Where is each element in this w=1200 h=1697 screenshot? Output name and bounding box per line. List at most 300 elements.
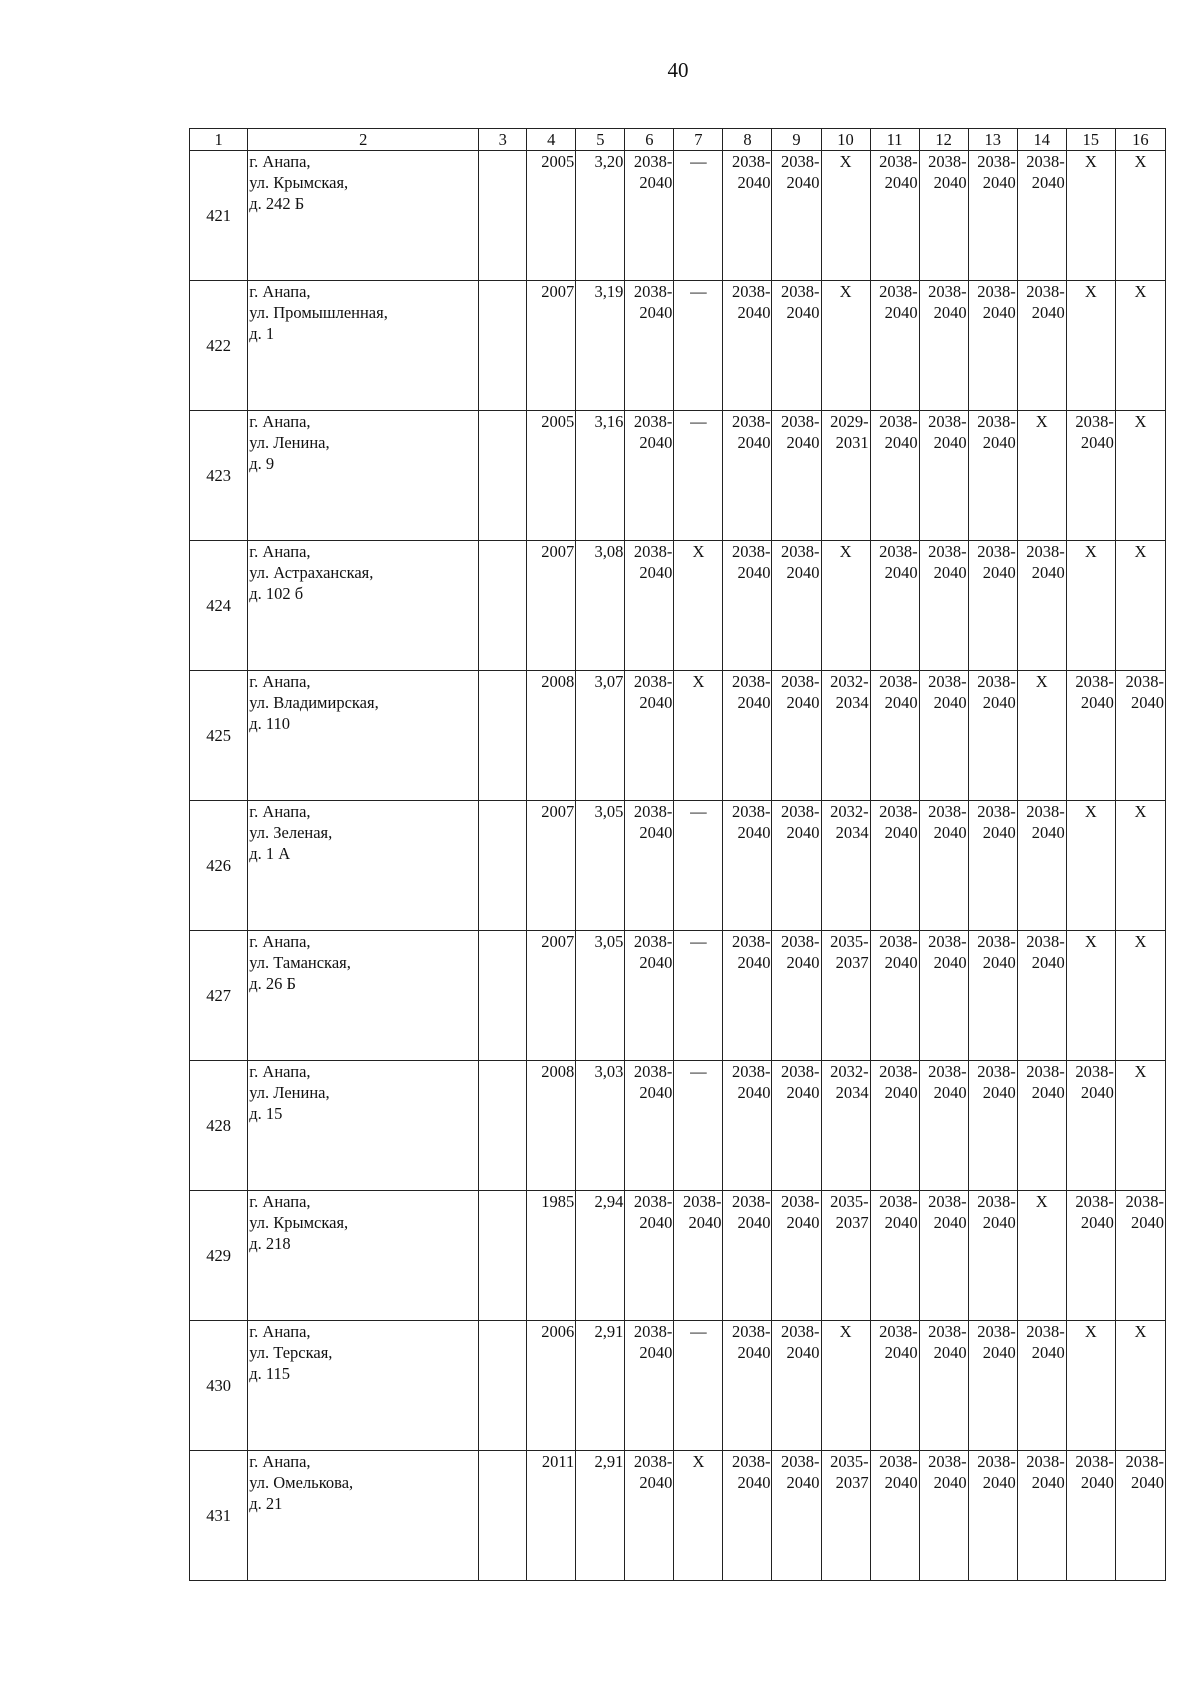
mark: —	[690, 282, 707, 301]
period-cell	[821, 411, 870, 541]
value-cell: 3,19	[576, 281, 625, 411]
period-part: 2040	[933, 1213, 967, 1232]
period-cell	[772, 1061, 821, 1191]
period-cell	[1115, 1061, 1165, 1191]
address-line: г. Анапа,	[249, 282, 311, 301]
mark: Х	[692, 1452, 705, 1471]
period-part: 2040	[884, 1343, 918, 1362]
value-cell: 3,16	[576, 411, 625, 541]
period-cell	[674, 1321, 723, 1451]
address-line: г. Анапа,	[249, 672, 311, 691]
empty-cell	[479, 801, 527, 931]
period-cell	[723, 281, 772, 411]
address-cell	[248, 1191, 479, 1321]
period-part: 2038-	[977, 1062, 1016, 1081]
period-cell	[1017, 1191, 1066, 1321]
empty-cell	[479, 1321, 527, 1451]
row-number: 430	[190, 1321, 248, 1451]
period-part: 2040	[1080, 693, 1114, 712]
mark: Х	[839, 1322, 852, 1341]
period-part: 2038-	[781, 1452, 820, 1471]
period-cell	[625, 411, 674, 541]
period-part: 2040	[884, 953, 918, 972]
period-cell	[870, 1451, 919, 1581]
address-cell	[248, 411, 479, 541]
period-part: 2038-	[633, 1062, 673, 1081]
period-cell	[674, 151, 723, 281]
column-header: 11	[870, 129, 919, 151]
period-cell	[625, 1191, 674, 1321]
period-part: 2040	[982, 693, 1016, 712]
address-cell	[248, 671, 479, 801]
value-cell: 3,20	[576, 151, 625, 281]
period-part: 2040	[1080, 1213, 1114, 1232]
period-cell	[1115, 801, 1165, 931]
year-cell: 2008	[527, 1061, 576, 1191]
period-part: 2038-	[1026, 1322, 1065, 1341]
period-part: 2038-	[879, 1452, 918, 1471]
period-part: 2040	[1031, 173, 1065, 192]
period-part: 2040	[982, 433, 1016, 452]
address-line: ул. Владимирская,	[249, 693, 379, 712]
row-number: 427	[190, 931, 248, 1061]
period-part: 2038-	[977, 282, 1016, 301]
period-cell	[1017, 411, 1066, 541]
period-part: 2038-	[879, 152, 918, 171]
period-cell	[870, 411, 919, 541]
address-line: г. Анапа,	[249, 1452, 311, 1471]
period-cell	[1017, 1321, 1066, 1451]
period-part: 2038-	[633, 412, 673, 431]
address-cell	[248, 1451, 479, 1581]
address-line: ул. Ленина,	[249, 433, 330, 452]
period-part: 2038-	[781, 802, 820, 821]
mark: Х	[692, 542, 705, 561]
period-part: 2038-	[633, 1192, 673, 1211]
period-part: 2040	[933, 953, 967, 972]
period-part: 2038-	[633, 542, 673, 561]
address-line: д. 26 Б	[249, 974, 296, 993]
period-cell	[968, 1321, 1017, 1451]
period-cell	[772, 801, 821, 931]
period-part: 2038-	[879, 542, 918, 561]
period-part: 2040	[639, 433, 673, 452]
period-part: 2040	[737, 173, 771, 192]
address-line: г. Анапа,	[249, 802, 311, 821]
period-part: 2038-	[633, 932, 673, 951]
period-part: 2040	[639, 1473, 673, 1492]
period-cell	[968, 1191, 1017, 1321]
period-part: 2038-	[1075, 672, 1114, 691]
period-part: 2038-	[977, 672, 1016, 691]
period-part: 2040	[982, 1213, 1016, 1232]
period-part: 2038-	[977, 1192, 1016, 1211]
page-number: 40	[667, 58, 689, 82]
period-part: 2038-	[1075, 1452, 1114, 1471]
period-part: 2040	[786, 953, 820, 972]
period-cell	[674, 931, 723, 1061]
table-row	[190, 151, 1166, 281]
period-cell	[870, 1191, 919, 1321]
period-part: 2038-	[781, 1192, 820, 1211]
address-line: д. 15	[249, 1104, 283, 1123]
mark: —	[690, 932, 707, 951]
period-part: 2038-	[928, 152, 967, 171]
column-header: 9	[772, 129, 821, 151]
column-header: 3	[479, 129, 527, 151]
period-cell	[723, 541, 772, 671]
period-cell	[772, 1321, 821, 1451]
empty-cell	[479, 931, 527, 1061]
period-cell	[723, 411, 772, 541]
period-cell	[821, 1451, 870, 1581]
period-part: 2038-	[928, 1452, 967, 1471]
period-part: 2040	[1031, 563, 1065, 582]
period-cell	[625, 1061, 674, 1191]
year-cell: 2008	[527, 671, 576, 801]
row-number: 425	[190, 671, 248, 801]
period-part: 2040	[1031, 1083, 1065, 1102]
period-part: 2038-	[781, 1322, 820, 1341]
period-cell	[1066, 801, 1115, 931]
address-line: г. Анапа,	[249, 152, 311, 171]
period-cell	[625, 671, 674, 801]
period-cell	[968, 931, 1017, 1061]
period-cell	[674, 801, 723, 931]
period-part: 2038-	[879, 1322, 918, 1341]
address-cell	[248, 801, 479, 931]
period-cell	[772, 1451, 821, 1581]
period-cell	[625, 151, 674, 281]
period-part: 2038-	[682, 1192, 722, 1211]
year-cell: 2007	[527, 801, 576, 931]
period-cell	[772, 931, 821, 1061]
period-cell	[1115, 671, 1165, 801]
address-line: ул. Крымская,	[249, 173, 349, 192]
year-cell: 2005	[527, 411, 576, 541]
period-part: 2040	[982, 303, 1016, 322]
table-row	[190, 281, 1166, 411]
period-cell	[968, 1451, 1017, 1581]
period-cell	[1017, 1061, 1066, 1191]
period-cell	[674, 541, 723, 671]
period-part: 2038-	[928, 802, 967, 821]
period-cell	[625, 1451, 674, 1581]
period-part: 2038-	[977, 1452, 1016, 1471]
address-line: ул. Промышленная,	[249, 303, 388, 322]
table-row	[190, 1191, 1166, 1321]
period-part: 2038-	[1026, 542, 1065, 561]
period-part: 2040	[982, 173, 1016, 192]
column-header: 13	[968, 129, 1017, 151]
value-cell: 2,91	[576, 1321, 625, 1451]
period-cell	[968, 281, 1017, 411]
period-cell	[1115, 1321, 1165, 1451]
period-cell	[968, 151, 1017, 281]
empty-cell	[479, 671, 527, 801]
period-cell	[1115, 1191, 1165, 1321]
period-cell	[674, 411, 723, 541]
period-cell	[821, 541, 870, 671]
period-cell	[723, 1451, 772, 1581]
period-cell	[625, 541, 674, 671]
period-part: 2035-	[830, 1452, 869, 1471]
period-part: 2040	[786, 1473, 820, 1492]
period-part: 2040	[737, 823, 771, 842]
column-header: 12	[919, 129, 968, 151]
row-number: 423	[190, 411, 248, 541]
address-cell	[248, 151, 479, 281]
period-part: 2040	[1080, 1083, 1114, 1102]
period-part: 2040	[786, 563, 820, 582]
period-part: 2034	[835, 1083, 869, 1102]
period-part: 2038-	[977, 412, 1016, 431]
column-header: 2	[248, 129, 479, 151]
period-cell	[821, 1321, 870, 1451]
period-cell	[870, 1061, 919, 1191]
period-part: 2038-	[928, 412, 967, 431]
address-line: д. 1 А	[249, 844, 291, 863]
period-cell	[723, 671, 772, 801]
address-line: ул. Омелькова,	[249, 1473, 354, 1492]
period-part: 2035-	[830, 932, 869, 951]
period-part: 2038-	[633, 1452, 673, 1471]
row-number: 421	[190, 151, 248, 281]
period-cell	[968, 801, 1017, 931]
period-part: 2040	[737, 693, 771, 712]
period-cell	[870, 1321, 919, 1451]
value-cell: 3,05	[576, 931, 625, 1061]
period-part: 2040	[884, 1473, 918, 1492]
period-cell	[625, 1321, 674, 1451]
period-part: 2040	[1031, 953, 1065, 972]
period-part: 2038-	[781, 932, 820, 951]
period-cell	[1066, 1321, 1115, 1451]
period-cell	[919, 281, 968, 411]
period-part: 2040	[639, 303, 673, 322]
mark: Х	[1084, 282, 1097, 301]
row-number: 424	[190, 541, 248, 671]
period-part: 2040	[786, 1083, 820, 1102]
period-part: 2038-	[1026, 152, 1065, 171]
period-part: 2040	[884, 433, 918, 452]
period-cell	[870, 801, 919, 931]
period-part: 2040	[933, 173, 967, 192]
period-part: 2032-	[830, 802, 869, 821]
period-part: 2038-	[879, 932, 918, 951]
period-cell	[1066, 281, 1115, 411]
address-line: ул. Терская,	[249, 1343, 333, 1362]
address-line: ул. Крымская,	[249, 1213, 349, 1232]
period-cell	[1066, 1191, 1115, 1321]
period-part: 2040	[933, 1083, 967, 1102]
period-cell	[1066, 1061, 1115, 1191]
address-line: г. Анапа,	[249, 1192, 311, 1211]
period-part: 2040	[933, 563, 967, 582]
address-line: д. 1	[249, 324, 275, 343]
year-cell: 2011	[527, 1451, 576, 1581]
period-part: 2040	[786, 173, 820, 192]
address-cell	[248, 1321, 479, 1451]
period-part: 2040	[737, 953, 771, 972]
mark: Х	[1134, 802, 1147, 821]
empty-cell	[479, 541, 527, 671]
period-part: 2040	[737, 1473, 771, 1492]
table-row	[190, 801, 1166, 931]
column-header: 5	[576, 129, 625, 151]
column-header: 4	[527, 129, 576, 151]
period-cell	[919, 1061, 968, 1191]
year-cell: 2005	[527, 151, 576, 281]
mark: Х	[1084, 932, 1097, 951]
period-cell	[1017, 931, 1066, 1061]
period-part: 2038-	[1075, 412, 1114, 431]
period-part: 2038-	[731, 1192, 771, 1211]
period-cell	[1115, 541, 1165, 671]
row-number: 426	[190, 801, 248, 931]
period-part: 2038-	[781, 1062, 820, 1081]
address-cell	[248, 281, 479, 411]
period-part: 2038-	[781, 152, 820, 171]
period-part: 2038-	[731, 282, 771, 301]
period-part: 2040	[639, 693, 673, 712]
mark: Х	[1035, 1192, 1048, 1211]
period-cell	[919, 411, 968, 541]
row-number: 429	[190, 1191, 248, 1321]
period-part: 2038-	[633, 282, 673, 301]
period-cell	[1115, 931, 1165, 1061]
period-cell	[1115, 411, 1165, 541]
period-part: 2038-	[731, 672, 771, 691]
period-part: 2038-	[731, 1322, 771, 1341]
period-part: 2040	[737, 303, 771, 322]
period-part: 2040	[933, 433, 967, 452]
mark: Х	[839, 152, 852, 171]
period-part: 2031	[835, 433, 869, 452]
value-cell: 3,03	[576, 1061, 625, 1191]
period-cell	[919, 541, 968, 671]
period-part: 2040	[982, 1343, 1016, 1362]
period-part: 2040	[933, 693, 967, 712]
period-part: 2038-	[781, 672, 820, 691]
period-cell	[723, 151, 772, 281]
period-cell	[870, 151, 919, 281]
period-part: 2038-	[781, 412, 820, 431]
period-cell	[919, 1321, 968, 1451]
period-part: 2040	[1031, 303, 1065, 322]
period-part: 2040	[639, 1213, 673, 1232]
period-cell	[1066, 931, 1115, 1061]
period-part: 2040	[1080, 1473, 1114, 1492]
address-line: г. Анапа,	[249, 412, 311, 431]
row-number: 431	[190, 1451, 248, 1581]
period-part: 2040	[884, 563, 918, 582]
mark: Х	[839, 542, 852, 561]
mark: Х	[1134, 542, 1147, 561]
empty-cell	[479, 151, 527, 281]
period-cell	[772, 151, 821, 281]
period-part: 2038-	[731, 1452, 771, 1471]
period-part: 2038-	[879, 282, 918, 301]
period-cell	[1066, 541, 1115, 671]
period-part: 2038-	[928, 932, 967, 951]
period-part: 2038-	[928, 672, 967, 691]
address-line: ул. Ленина,	[249, 1083, 330, 1102]
period-part: 2040	[786, 1213, 820, 1232]
mark: Х	[839, 282, 852, 301]
period-cell	[1017, 151, 1066, 281]
period-cell	[723, 801, 772, 931]
period-part: 2038-	[633, 1322, 673, 1341]
year-cell: 2007	[527, 541, 576, 671]
period-part: 2040	[1131, 693, 1164, 712]
period-cell	[919, 931, 968, 1061]
address-cell	[248, 541, 479, 671]
period-cell	[1115, 151, 1165, 281]
period-cell	[674, 671, 723, 801]
period-part: 2034	[835, 693, 869, 712]
mark: —	[690, 412, 707, 431]
year-cell: 2007	[527, 931, 576, 1061]
period-cell	[1066, 671, 1115, 801]
period-cell	[821, 1061, 870, 1191]
period-cell	[968, 411, 1017, 541]
period-part: 2040	[1031, 1473, 1065, 1492]
period-part: 2040	[639, 953, 673, 972]
period-part: 2040	[982, 823, 1016, 842]
period-part: 2038-	[928, 1192, 967, 1211]
period-cell	[870, 281, 919, 411]
period-cell	[674, 1191, 723, 1321]
period-part: 2038-	[1026, 932, 1065, 951]
period-part: 2040	[786, 823, 820, 842]
period-cell	[1017, 801, 1066, 931]
mark: Х	[1084, 1322, 1097, 1341]
address-line: д. 218	[249, 1234, 291, 1253]
period-part: 2040	[982, 563, 1016, 582]
period-cell	[1017, 281, 1066, 411]
period-part: 2038-	[1026, 1062, 1065, 1081]
period-cell	[723, 1321, 772, 1451]
address-line: г. Анапа,	[249, 1062, 311, 1081]
mark: Х	[1134, 152, 1147, 171]
period-part: 2040	[737, 563, 771, 582]
period-part: 2040	[884, 1213, 918, 1232]
period-part: 2040	[786, 1343, 820, 1362]
period-part: 2040	[1131, 1473, 1164, 1492]
period-part: 2038-	[731, 542, 771, 561]
period-part: 2038-	[731, 802, 771, 821]
mark: Х	[1134, 1062, 1147, 1081]
period-cell	[821, 151, 870, 281]
address-line: ул. Зеленая,	[249, 823, 333, 842]
address-line: г. Анапа,	[249, 932, 311, 951]
period-cell	[1066, 151, 1115, 281]
period-part: 2038-	[633, 152, 673, 171]
period-part: 2038-	[1075, 1062, 1114, 1081]
period-cell	[870, 671, 919, 801]
period-part: 2040	[688, 1213, 722, 1232]
table-row	[190, 1321, 1166, 1451]
period-cell	[625, 281, 674, 411]
address-line: д. 242 Б	[249, 194, 305, 213]
period-cell	[1066, 411, 1115, 541]
table-row	[190, 671, 1166, 801]
period-part: 2040	[1031, 1343, 1065, 1362]
column-header: 8	[723, 129, 772, 151]
column-header: 6	[625, 129, 674, 151]
value-cell: 2,91	[576, 1451, 625, 1581]
